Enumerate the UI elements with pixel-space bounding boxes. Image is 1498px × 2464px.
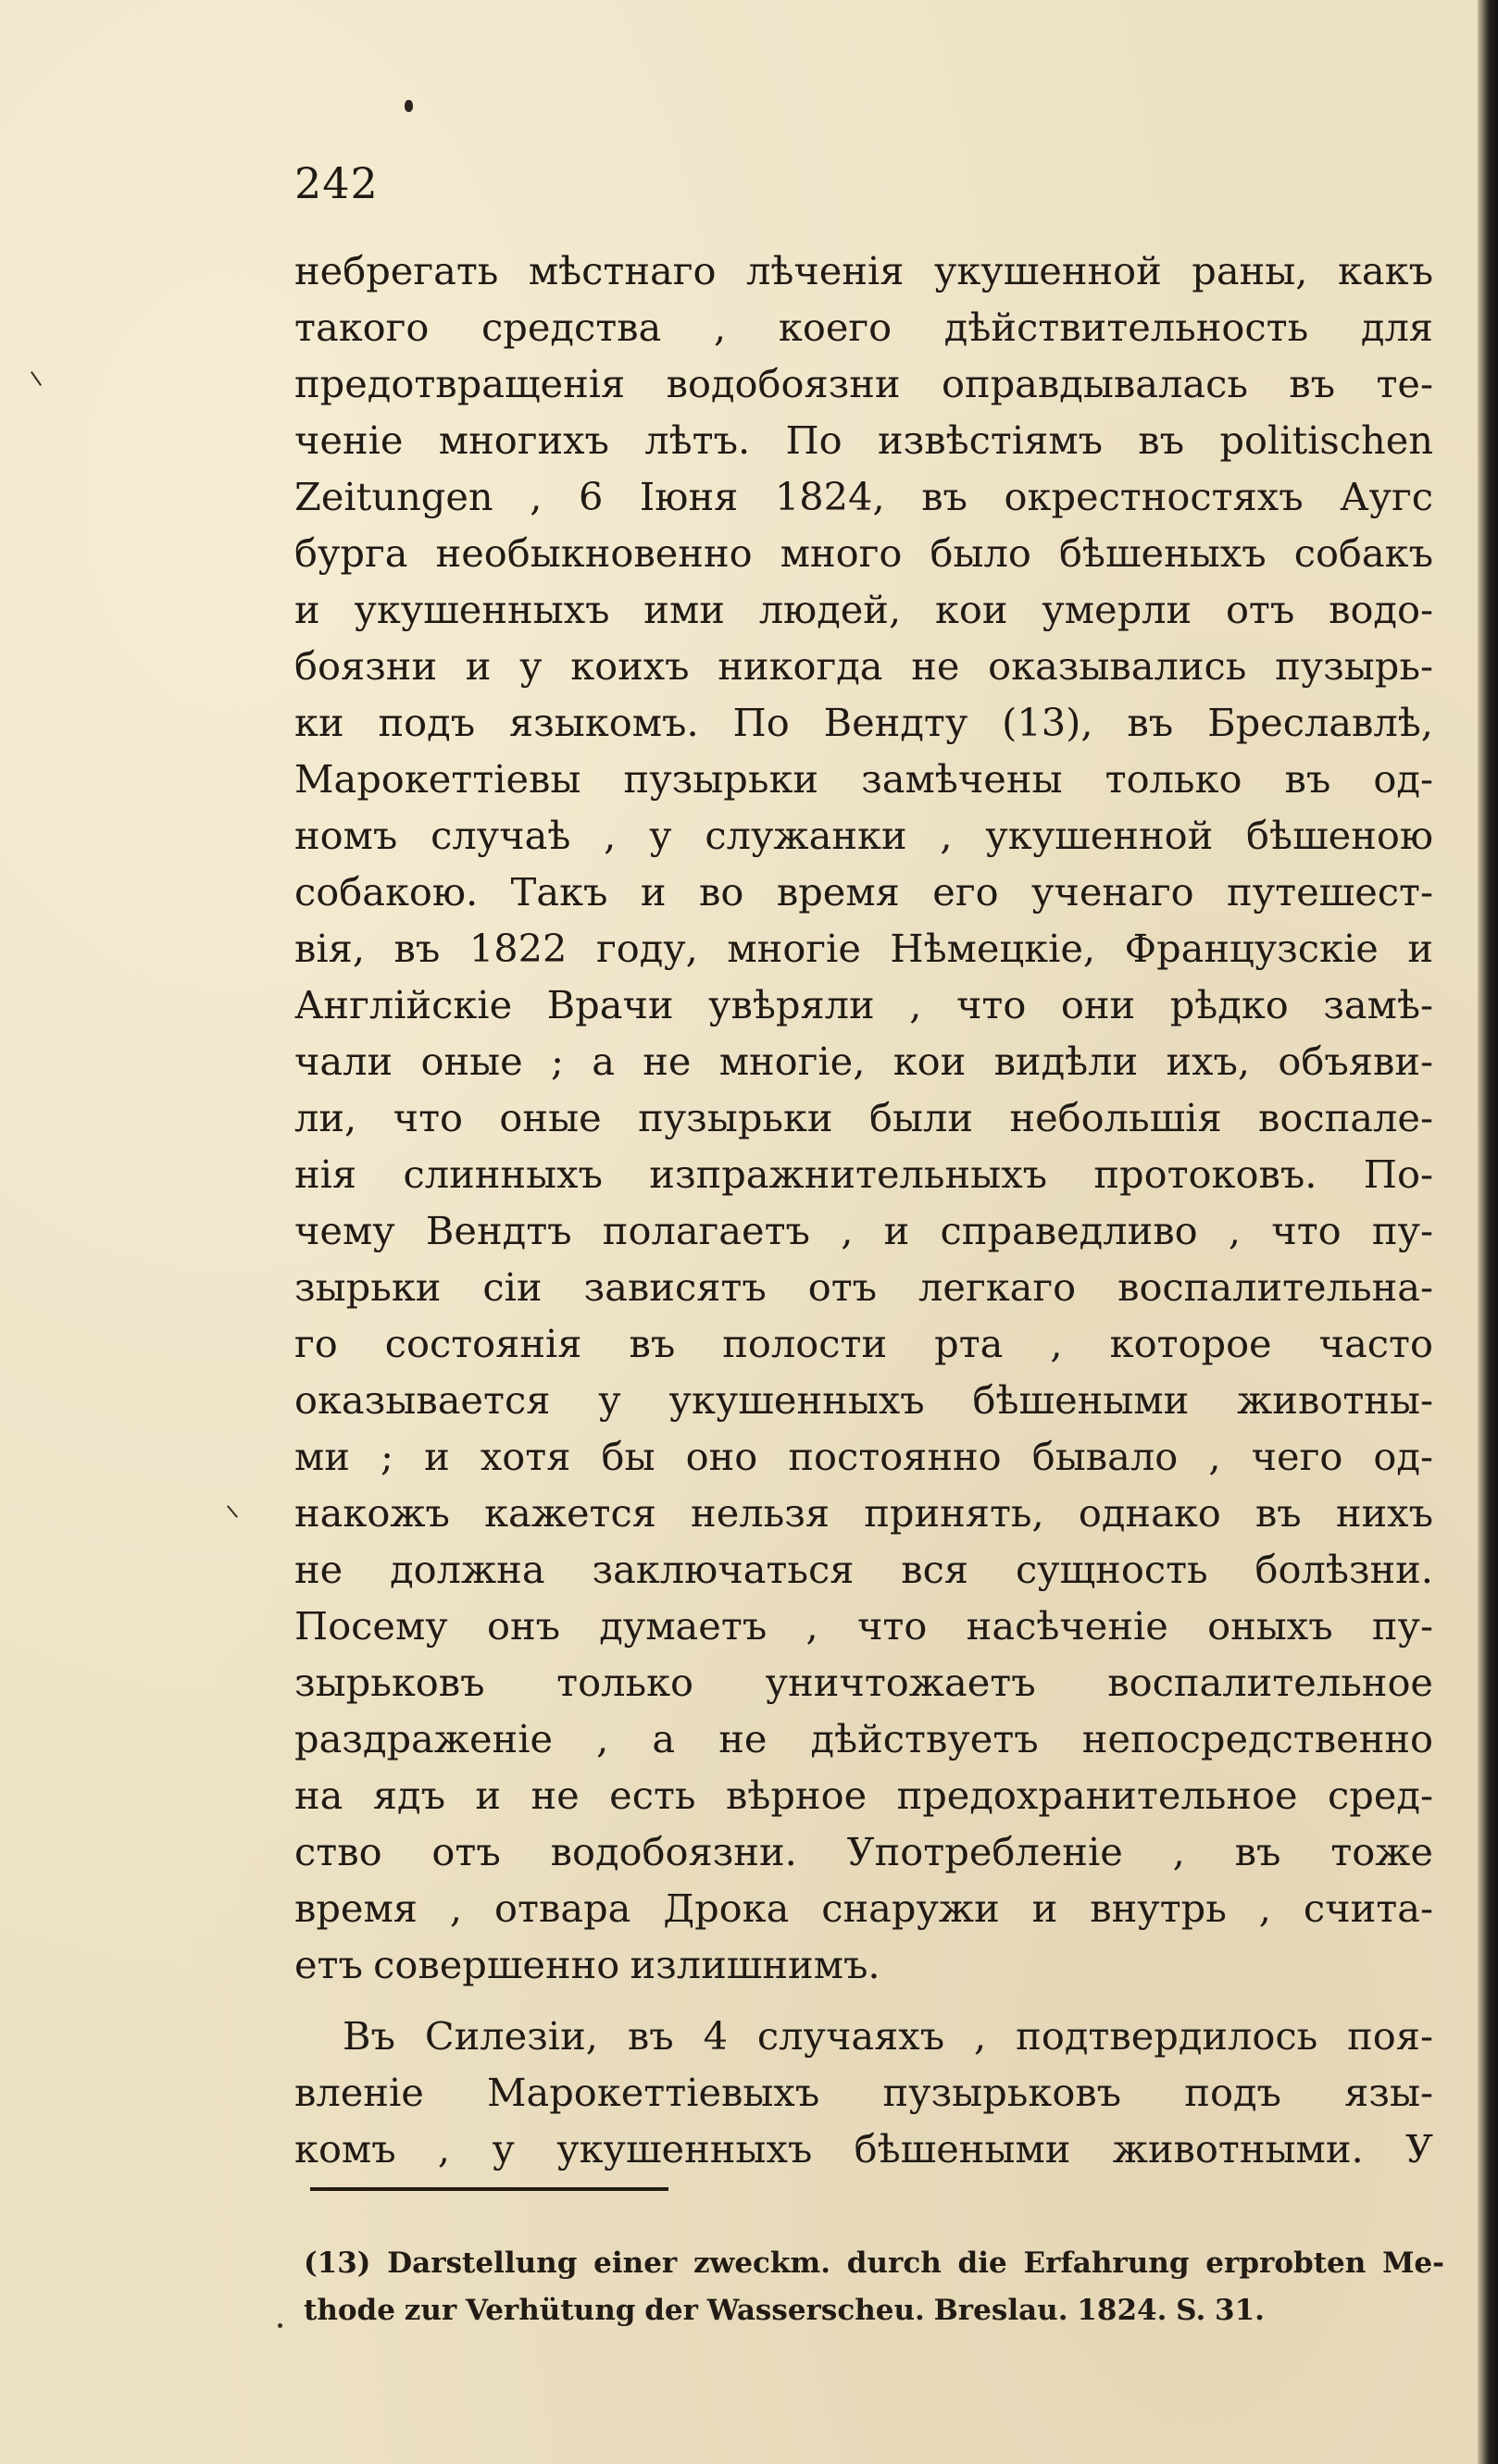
text-line: собакою. Такъ и во время его ученаго путешест- bbox=[294, 869, 1433, 915]
text-line: бурга необыкновенно много было бѣшеныхъ собакъ bbox=[294, 530, 1433, 576]
text-line: зырьки сіи зависятъ отъ легкаго воспалительна- bbox=[294, 1264, 1433, 1310]
page-binding-edge bbox=[1478, 0, 1498, 2464]
ink-dot-mark bbox=[405, 100, 413, 112]
footnote bbox=[304, 2240, 1444, 2334]
text-line: не должна заключаться вся сущность болѣзни. bbox=[294, 1547, 1433, 1592]
text-line: ченіе многихъ лѣтъ. По извѣстіямъ въ politischen bbox=[294, 417, 1433, 463]
stray-ink-mark bbox=[31, 371, 42, 386]
text-line: Марокеттіевы пузырьки замѣчены только въ од- bbox=[294, 756, 1433, 802]
text-line: Посему онъ думаетъ , что насѣченіе оныхъ пу- bbox=[294, 1603, 1433, 1649]
text-line: раздраженіе , а не дѣйствуетъ непосредственно bbox=[294, 1716, 1433, 1761]
text-line: зырьковъ только уничтожаетъ воспалительное bbox=[294, 1660, 1433, 1705]
text-line: етъ совершенно излишнимъ. bbox=[294, 1942, 880, 1987]
text-line: и укушенныхъ ими людей, кои умерли отъ водо- bbox=[294, 587, 1433, 632]
text-line: такого средства , коего дѣйствительность для bbox=[294, 305, 1433, 350]
text-line: вія, въ 1822 году, многіе Нѣмецкіе, Французскіе и bbox=[294, 926, 1433, 971]
text-line: на ядъ и не есть вѣрное предохранительное сред- bbox=[294, 1773, 1433, 1818]
paragraph-gap bbox=[294, 1993, 1433, 2008]
stray-ink-mark bbox=[278, 2323, 282, 2328]
footnote-line: (13) Darstellung einer zweckm. durch die Erfahrung erprobten Me- bbox=[304, 2246, 1444, 2280]
text-line: чали оные ; а не многіе, кои видѣли ихъ, объяви- bbox=[294, 1039, 1433, 1084]
text-line: комъ , у укушенныхъ бѣшеными животными. У bbox=[294, 2126, 1433, 2172]
text-line: номъ случаѣ , у служанки , укушенной бѣшеною bbox=[294, 813, 1433, 858]
text-line: Zeitungen , 6 Іюня 1824, въ окрестностяхъ Аугс bbox=[294, 474, 1433, 519]
footnote-separator bbox=[310, 2187, 668, 2191]
text-line: Англійскіе Врачи увѣряли , что они рѣдко замѣ- bbox=[294, 982, 1433, 1027]
text-line: оказывается у укушенныхъ бѣшеными животны- bbox=[294, 1377, 1433, 1423]
text-line: го состоянія въ полости рта , которое часто bbox=[294, 1321, 1433, 1366]
text-line: небрегать мѣстнаго лѣченія укушенной раны, какъ bbox=[294, 248, 1433, 293]
footnote-line: thode zur Verhütung der Wasserscheu. Breslau. 1824. S. 31. bbox=[304, 2294, 1265, 2327]
text-line: предотвращенія водобоязни оправдывалась въ те- bbox=[294, 361, 1433, 406]
text-line: боязни и у коихъ никогда не оказывались пузырь- bbox=[294, 643, 1433, 689]
page-number: 242 bbox=[294, 158, 379, 208]
text-line: накожъ кажется нельзя принять, однако въ нихъ bbox=[294, 1490, 1433, 1536]
text-line: чему Вендтъ полагаетъ , и справедливо , что пу- bbox=[294, 1208, 1433, 1253]
text-line: ки подъ языкомъ. По Вендту (13), въ Бреславлѣ, bbox=[294, 700, 1433, 745]
text-line: Въ Силезіи, въ 4 случаяхъ , подтвердилось поя- bbox=[343, 2013, 1433, 2059]
stray-ink-mark bbox=[227, 1505, 238, 1518]
text-line: вленіе Марокеттіевыхъ пузырьковъ подъ язы- bbox=[294, 2070, 1433, 2115]
text-line: нія слинныхъ изпражнительныхъ протоковъ. По- bbox=[294, 1151, 1433, 1197]
text-line: ми ; и хотя бы оно постоянно бывало , чего од- bbox=[294, 1434, 1433, 1479]
main-text bbox=[294, 243, 1433, 2177]
text-line: ство отъ водобоязни. Употребленіе , въ тоже bbox=[294, 1829, 1433, 1874]
text-line: ли, что оные пузырьки были небольшія воспале- bbox=[294, 1095, 1433, 1140]
text-line: время , отвара Дрока снаружи и внутрь , счита- bbox=[294, 1885, 1433, 1931]
